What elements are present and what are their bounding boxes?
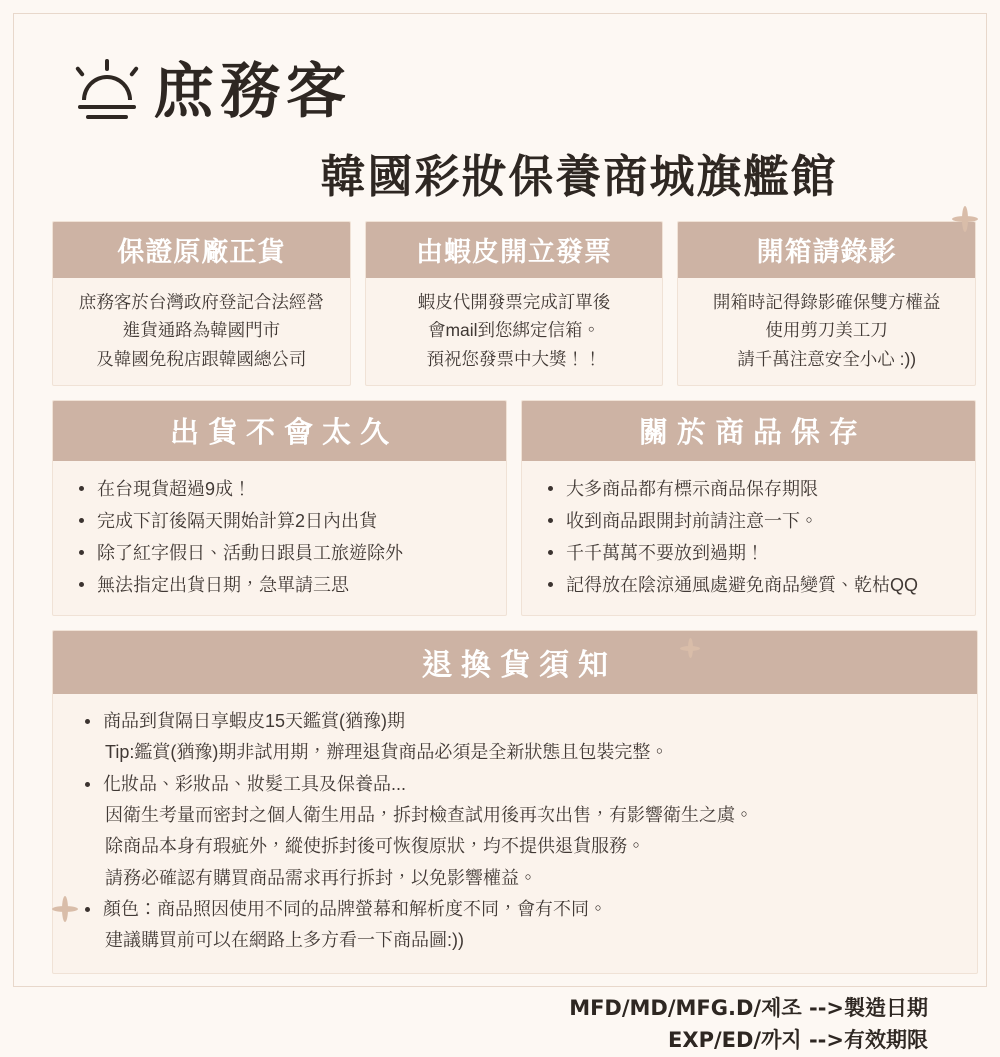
list-item: 除了紅字假日、活動日跟員工旅遊除外 bbox=[93, 537, 492, 569]
sunrise-icon bbox=[70, 59, 144, 125]
shipping-card bbox=[52, 400, 507, 616]
list-item-main: 商品到貨隔日享蝦皮15天鑑賞(猶豫)期 bbox=[103, 711, 406, 732]
storage-card bbox=[521, 400, 976, 616]
list-item bbox=[99, 706, 957, 769]
storage-card-title: 關於商品保存 bbox=[522, 401, 975, 461]
storage-card-body bbox=[522, 461, 975, 615]
list-item-sub: 除商品本身有瑕疵外，縱使拆封後可恢復原狀，均不提供退貨服務。 bbox=[105, 836, 645, 857]
info-card-body bbox=[53, 278, 350, 385]
info-card-title: 由蝦皮開立發票 bbox=[366, 222, 663, 278]
info-card-line: 請千萬注意安全小心 :)) bbox=[737, 348, 917, 369]
brand-logo bbox=[52, 46, 976, 138]
info-card-line: 會mail到您綁定信箱。 bbox=[427, 320, 601, 341]
list-item bbox=[99, 894, 957, 957]
list-item bbox=[99, 769, 957, 894]
list-item: 在台現貨超過9成！ bbox=[93, 473, 492, 505]
list-item-sub: Tip:鑑賞(猶豫)期非試用期，辦理退貨商品必須是全新狀態且包裝完整。 bbox=[105, 742, 669, 763]
info-card-line: 預祝您發票中大獎！！ bbox=[426, 348, 602, 369]
date-legend bbox=[52, 992, 976, 1057]
shipping-card-body bbox=[53, 461, 506, 615]
list-item-sub: 請務必確認有購買商品需求再行拆封，以免影響權益。 bbox=[105, 867, 537, 888]
shipping-card-title: 出貨不會太久 bbox=[53, 401, 506, 461]
info-card-authenticity bbox=[52, 221, 351, 386]
info-card-title: 保證原廠正貨 bbox=[53, 222, 350, 278]
list-item-main: 顏色：商品照因使用不同的品牌螢幕和解析度不同，會有不同。 bbox=[103, 899, 607, 920]
date-legend-mfd: MFD/MD/MFG.D/제조 -->製造日期 bbox=[569, 995, 928, 1020]
list-item-sub: 因衛生考量而密封之個人衛生用品，拆封檢查試用後再次出售，有影響衛生之虞。 bbox=[105, 805, 753, 826]
info-card-invoice bbox=[365, 221, 664, 386]
list-item-main: 化妝品、彩妝品、妝髮工具及保養品... bbox=[103, 773, 407, 794]
page-title: 韓國彩妝保養商城旗艦館 bbox=[320, 150, 838, 203]
list-item: 完成下訂後隔天開始計算2日內出貨 bbox=[93, 505, 492, 537]
list-item: 大多商品都有標示商品保存期限 bbox=[562, 473, 961, 505]
page-content bbox=[28, 28, 1000, 1053]
list-item: 無法指定出貨日期，急單請三思 bbox=[93, 569, 492, 601]
info-card-line: 使用剪刀美工刀 bbox=[765, 320, 888, 341]
list-item: 收到商品跟開封前請注意一下。 bbox=[562, 505, 961, 537]
returns-card-title: 退換貨須知 bbox=[53, 631, 977, 694]
info-card-title: 開箱請錄影 bbox=[678, 222, 975, 278]
list-item: 千千萬萬不要放到過期！ bbox=[562, 537, 961, 569]
info-card-line: 蝦皮代開發票完成訂單後 bbox=[417, 292, 611, 312]
policy-card-row bbox=[52, 400, 976, 616]
info-card-line: 開箱時記得錄影確保雙方權益 bbox=[712, 292, 941, 312]
info-card-body bbox=[366, 278, 663, 385]
list-item: 記得放在陰涼通風處避免商品變質、乾枯QQ bbox=[562, 569, 961, 601]
info-card-line: 及韓國免稅店跟韓國總公司 bbox=[96, 348, 307, 369]
info-card-line: 進貨通路為韓國門市 bbox=[122, 320, 281, 341]
returns-card-body bbox=[53, 694, 977, 973]
info-card-body bbox=[678, 278, 975, 385]
returns-section bbox=[52, 630, 976, 974]
date-legend-exp: EXP/ED/까지 -->有效期限 bbox=[668, 1028, 928, 1053]
returns-card bbox=[52, 630, 978, 974]
info-card-row bbox=[52, 221, 976, 386]
brand-name: 庶務客 bbox=[154, 57, 352, 127]
list-item-sub: 建議購買前可以在網路上多方看一下商品圖:)) bbox=[105, 930, 464, 951]
info-card-unboxing bbox=[677, 221, 976, 386]
info-card-line: 庶務客於台灣政府登記合法經營 bbox=[78, 292, 324, 312]
